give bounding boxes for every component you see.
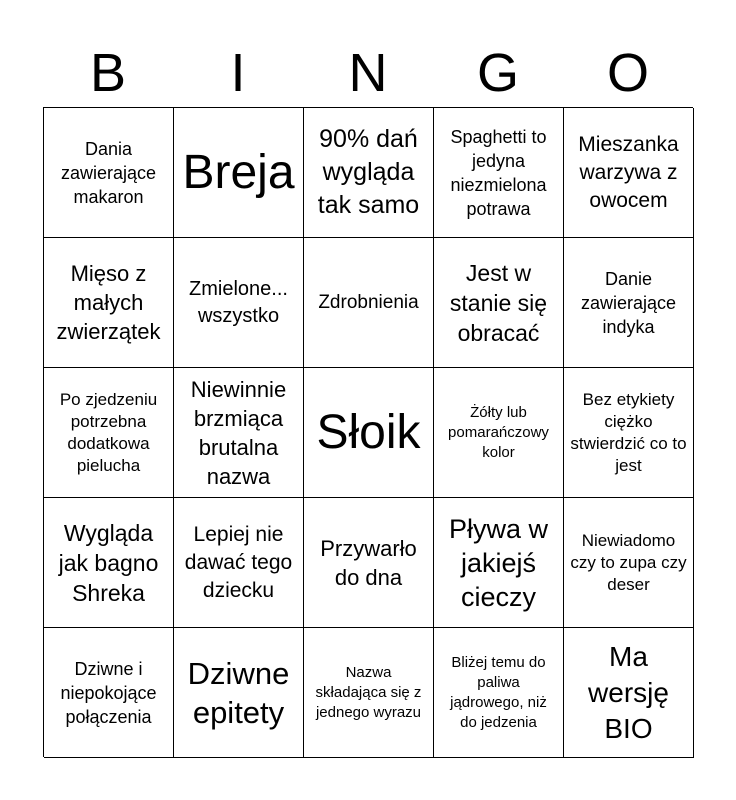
bingo-cell-r1c4[interactable] xyxy=(434,108,564,238)
bingo-cell-text: Wygląda jak bagno Shreka xyxy=(58,519,159,606)
bingo-cell-r4c2[interactable] xyxy=(174,498,304,628)
bingo-cell-r4c3[interactable] xyxy=(304,498,434,628)
bingo-cell-r3c4[interactable] xyxy=(434,368,564,498)
bingo-cell-text: Po zjedzeniu potrzebna dodatkowa pielucha xyxy=(59,389,158,475)
bingo-cell-r2c3[interactable] xyxy=(304,238,434,368)
bingo-cell-r5c3[interactable] xyxy=(304,628,434,758)
bingo-cell-text: Słoik xyxy=(316,405,421,459)
bingo-cell-text: Niewiadomo czy to zupa czy deser xyxy=(570,530,687,594)
bingo-cell-r4c1[interactable] xyxy=(44,498,174,628)
bingo-cell-r5c2[interactable] xyxy=(174,628,304,758)
bingo-cell-text: Nazwa składająca się z jednego wyrazu xyxy=(315,663,422,721)
bingo-cell-text: Pływa w jakiejś cieczy xyxy=(448,513,549,612)
bingo-cell-r3c2[interactable] xyxy=(174,368,304,498)
bingo-cell-text: Dania zawierające makaron xyxy=(60,138,157,207)
header-letter-o: O xyxy=(606,43,649,103)
bingo-cell-r2c2[interactable] xyxy=(174,238,304,368)
bingo-cell-r5c5[interactable] xyxy=(564,628,694,758)
bingo-cell-r1c1[interactable] xyxy=(44,108,174,238)
bingo-cell-r4c4[interactable] xyxy=(434,498,564,628)
bingo-header xyxy=(43,38,693,108)
bingo-cell-text: Mięso z małych zwierzątek xyxy=(56,261,161,344)
bingo-cell-r4c5[interactable] xyxy=(564,498,694,628)
bingo-cell-text: Spaghetti to jedyna niezmielona potrawa xyxy=(450,126,547,219)
bingo-cell-text: Bliżej temu do paliwa jądrowego, niż do jedzenia xyxy=(450,653,547,731)
bingo-cell-r1c3[interactable] xyxy=(304,108,434,238)
header-letter-i: I xyxy=(230,43,246,103)
bingo-cell-text: Jest w stanie się obracać xyxy=(449,259,548,346)
bingo-cell-text: Bez etykiety ciężko stwierdzić co to jest xyxy=(570,389,687,475)
bingo-card-grid xyxy=(43,107,693,757)
header-letter-g: G xyxy=(476,43,519,103)
header-letter-b: B xyxy=(89,43,127,103)
bingo-cell-r5c4[interactable] xyxy=(434,628,564,758)
bingo-cell-text: Lepiej nie dawać tego dziecku xyxy=(184,522,293,602)
bingo-cell-r1c5[interactable] xyxy=(564,108,694,238)
bingo-cell-r2c4[interactable] xyxy=(434,238,564,368)
bingo-cell-text: Przywarło do dna xyxy=(320,535,417,590)
bingo-cell-text: Dziwne epitety xyxy=(187,655,290,730)
bingo-cell-r2c5[interactable] xyxy=(564,238,694,368)
bingo-cell-r3c3[interactable] xyxy=(304,368,434,498)
bingo-cell-text: Mieszanka warzywa z owocem xyxy=(578,132,679,212)
bingo-cell-text: Żółty lub pomarańczowy kolor xyxy=(448,403,549,461)
bingo-cell-text: Zdrobnienia xyxy=(318,292,419,313)
bingo-cell-text: Dziwne i niepokojące połączenia xyxy=(60,658,157,727)
bingo-cell-text: 90% dań wygląda tak samo xyxy=(317,125,420,219)
bingo-cell-text: Breja xyxy=(182,145,295,199)
bingo-cell-text: Zmielone... wszystko xyxy=(189,277,288,327)
bingo-cell-text: Ma wersję BIO xyxy=(588,640,669,744)
header-letter-n: N xyxy=(348,43,388,103)
bingo-cell-text: Danie zawierające indyka xyxy=(580,268,677,337)
bingo-cell-r3c1[interactable] xyxy=(44,368,174,498)
bingo-cell-r1c2[interactable] xyxy=(174,108,304,238)
bingo-cell-text: Niewinnie brzmiąca brutalna nazwa xyxy=(190,376,287,489)
bingo-cell-r3c5[interactable] xyxy=(564,368,694,498)
bingo-cell-r5c1[interactable] xyxy=(44,628,174,758)
bingo-cell-r2c1[interactable] xyxy=(44,238,174,368)
